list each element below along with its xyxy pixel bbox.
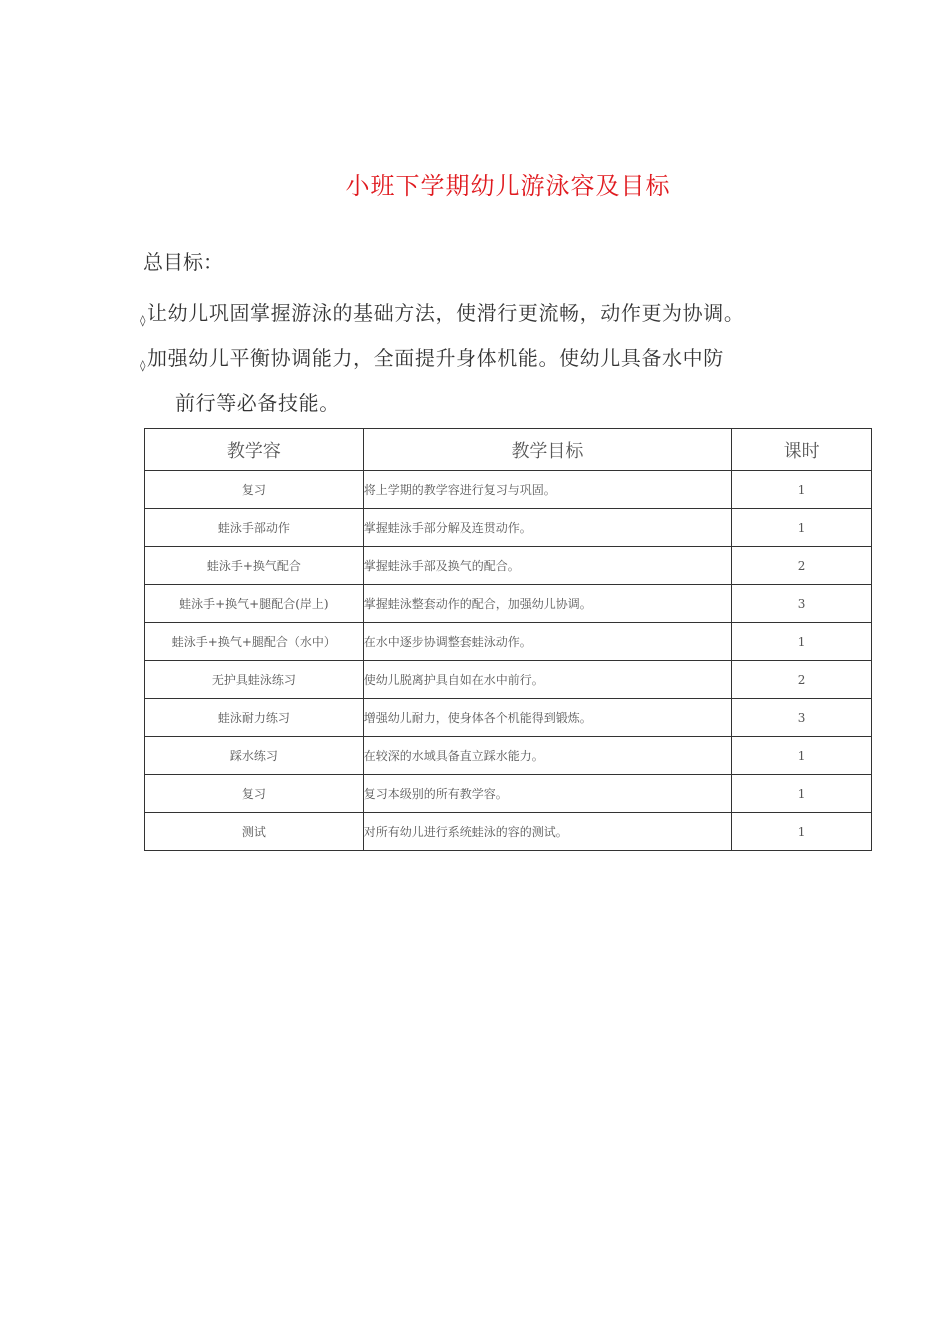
table-header-row xyxy=(145,429,872,471)
goal-cell: 在水中逐步协调整套蛙泳动作。 xyxy=(363,623,731,661)
goal-cell: 在较深的水域具备直立踩水能力。 xyxy=(363,737,731,775)
table-row xyxy=(145,471,872,509)
hours-cell: 1 xyxy=(732,509,872,547)
hours-cell: 1 xyxy=(732,623,872,661)
content-cell: 复习 xyxy=(145,471,364,509)
document-title: 小班下学期幼儿游泳容及目标 xyxy=(345,172,671,200)
goal-cell: 将上学期的教学容进行复习与巩固。 xyxy=(363,471,731,509)
content-cell: 蛙泳耐力练习 xyxy=(145,699,364,737)
hours-cell: 1 xyxy=(732,737,872,775)
goal-item xyxy=(140,297,744,327)
hours-cell: 3 xyxy=(732,585,872,623)
goal-cell: 对所有幼儿进行系统蛙泳的容的测试。 xyxy=(363,813,731,851)
goal-text-continuation: 前行等必备技能。 xyxy=(175,391,340,415)
table-row xyxy=(145,509,872,547)
table-row xyxy=(145,775,872,813)
hours-cell: 1 xyxy=(732,471,872,509)
goal-text: 加强幼儿平衡协调能力，全面提升身体机能。使幼儿具备水中防 xyxy=(147,346,724,370)
content-cell: 蛙泳手+换气+腿配合(岸上) xyxy=(145,585,364,623)
content-cell: 测试 xyxy=(145,813,364,851)
header-goal: 教学目标 xyxy=(363,429,731,471)
goal-cell: 增强幼儿耐力，使身体各个机能得到锻炼。 xyxy=(363,699,731,737)
content-cell: 踩水练习 xyxy=(145,737,364,775)
diamond-bullet-icon: ◊ xyxy=(140,359,147,372)
goal-heading: 总目标： xyxy=(143,250,223,274)
header-content: 教学容 xyxy=(145,429,364,471)
table-row xyxy=(145,623,872,661)
goal-cell: 掌握蛙泳手部及换气的配合。 xyxy=(363,547,731,585)
header-hours: 课时 xyxy=(732,429,872,471)
hours-cell: 2 xyxy=(732,547,872,585)
table-row xyxy=(145,813,872,851)
table-row xyxy=(145,661,872,699)
goal-cell: 掌握蛙泳手部分解及连贯动作。 xyxy=(363,509,731,547)
hours-cell: 2 xyxy=(732,661,872,699)
content-cell: 蛙泳手+换气配合 xyxy=(145,547,364,585)
hours-cell: 1 xyxy=(732,775,872,813)
content-cell: 蛙泳手+换气+腿配合（水中） xyxy=(145,623,364,661)
hours-cell: 3 xyxy=(732,699,872,737)
goal-cell: 使幼儿脱离护具自如在水中前行。 xyxy=(363,661,731,699)
diamond-bullet-icon: ◊ xyxy=(140,314,147,327)
goal-item xyxy=(140,342,724,372)
goal-text: 让幼儿巩固掌握游泳的基础方法，使滑行更流畅，动作更为协调。 xyxy=(147,301,745,325)
content-cell: 蛙泳手部动作 xyxy=(145,509,364,547)
content-cell: 复习 xyxy=(145,775,364,813)
table-row xyxy=(145,699,872,737)
table-row xyxy=(145,585,872,623)
lesson-plan-table xyxy=(144,428,872,851)
hours-cell: 1 xyxy=(732,813,872,851)
table-row xyxy=(145,737,872,775)
content-cell: 无护具蛙泳练习 xyxy=(145,661,364,699)
goal-cell: 复习本级别的所有教学容。 xyxy=(363,775,731,813)
goal-cell: 掌握蛙泳整套动作的配合，加强幼儿协调。 xyxy=(363,585,731,623)
table-row xyxy=(145,547,872,585)
